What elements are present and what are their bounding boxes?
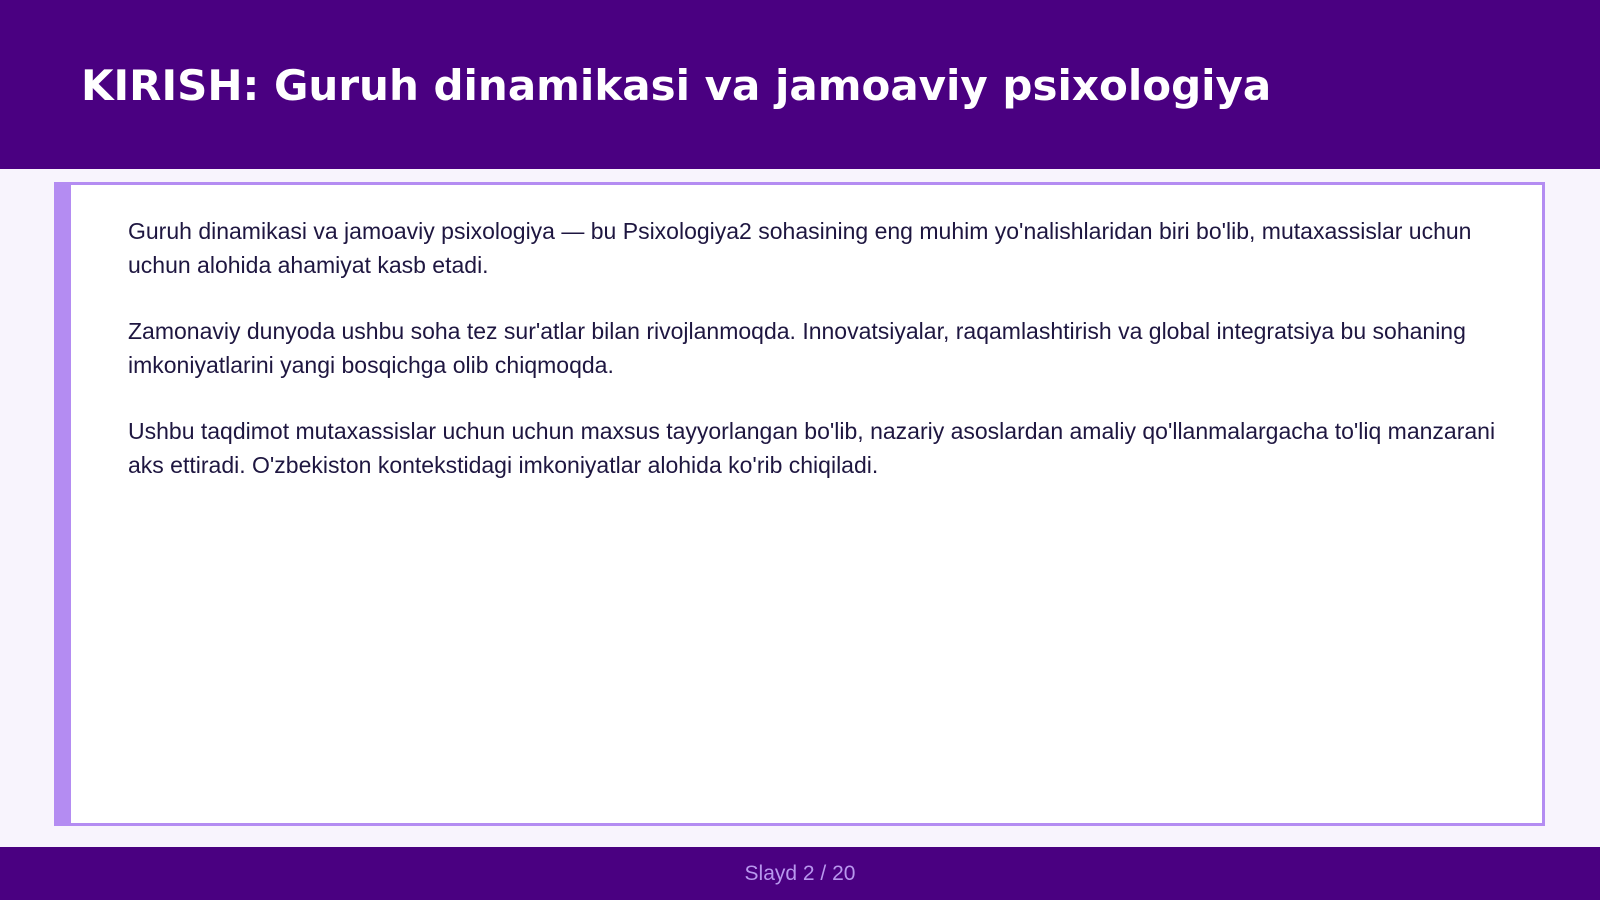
slide-header [0, 0, 1600, 169]
paragraph-presentation-scope: Ushbu taqdimot mutaxassislar uchun uchun maxsus tayyorlangan bo'lib, nazariy asoslardan amaliy qo'llanmalargacha to'liq manzarani aks ettiradi. O'zbekiston kontekstidagi imkoniyatlar alohida ko'rib chiqiladi. [128, 418, 1496, 478]
paragraph-modern-world: Zamonaviy dunyoda ushbu soha tez sur'atlar bilan rivojlanmoqda. Innovatsiyalar, raqamlashtirish va global integratsiya bu sohaning imkoniyatlarini yangi bosqichga olib chiqmoqda. [128, 318, 1466, 378]
slide-title: KIRISH: Guruh dinamikasi va jamoaviy psixologiya [81, 61, 1272, 110]
slide-footer [0, 847, 1600, 900]
slide-counter: Slayd 2 / 20 [744, 862, 856, 885]
paragraph-intro: Guruh dinamikasi va jamoaviy psixologiya — bu Psixologiya2 sohasining eng muhim yo'nalishlaridan biri bo'lib, mutaxassislar uchun uchun alohida ahamiyat kasb etadi. [128, 218, 1472, 278]
slide-body [128, 214, 1528, 514]
content-card [54, 182, 1545, 826]
